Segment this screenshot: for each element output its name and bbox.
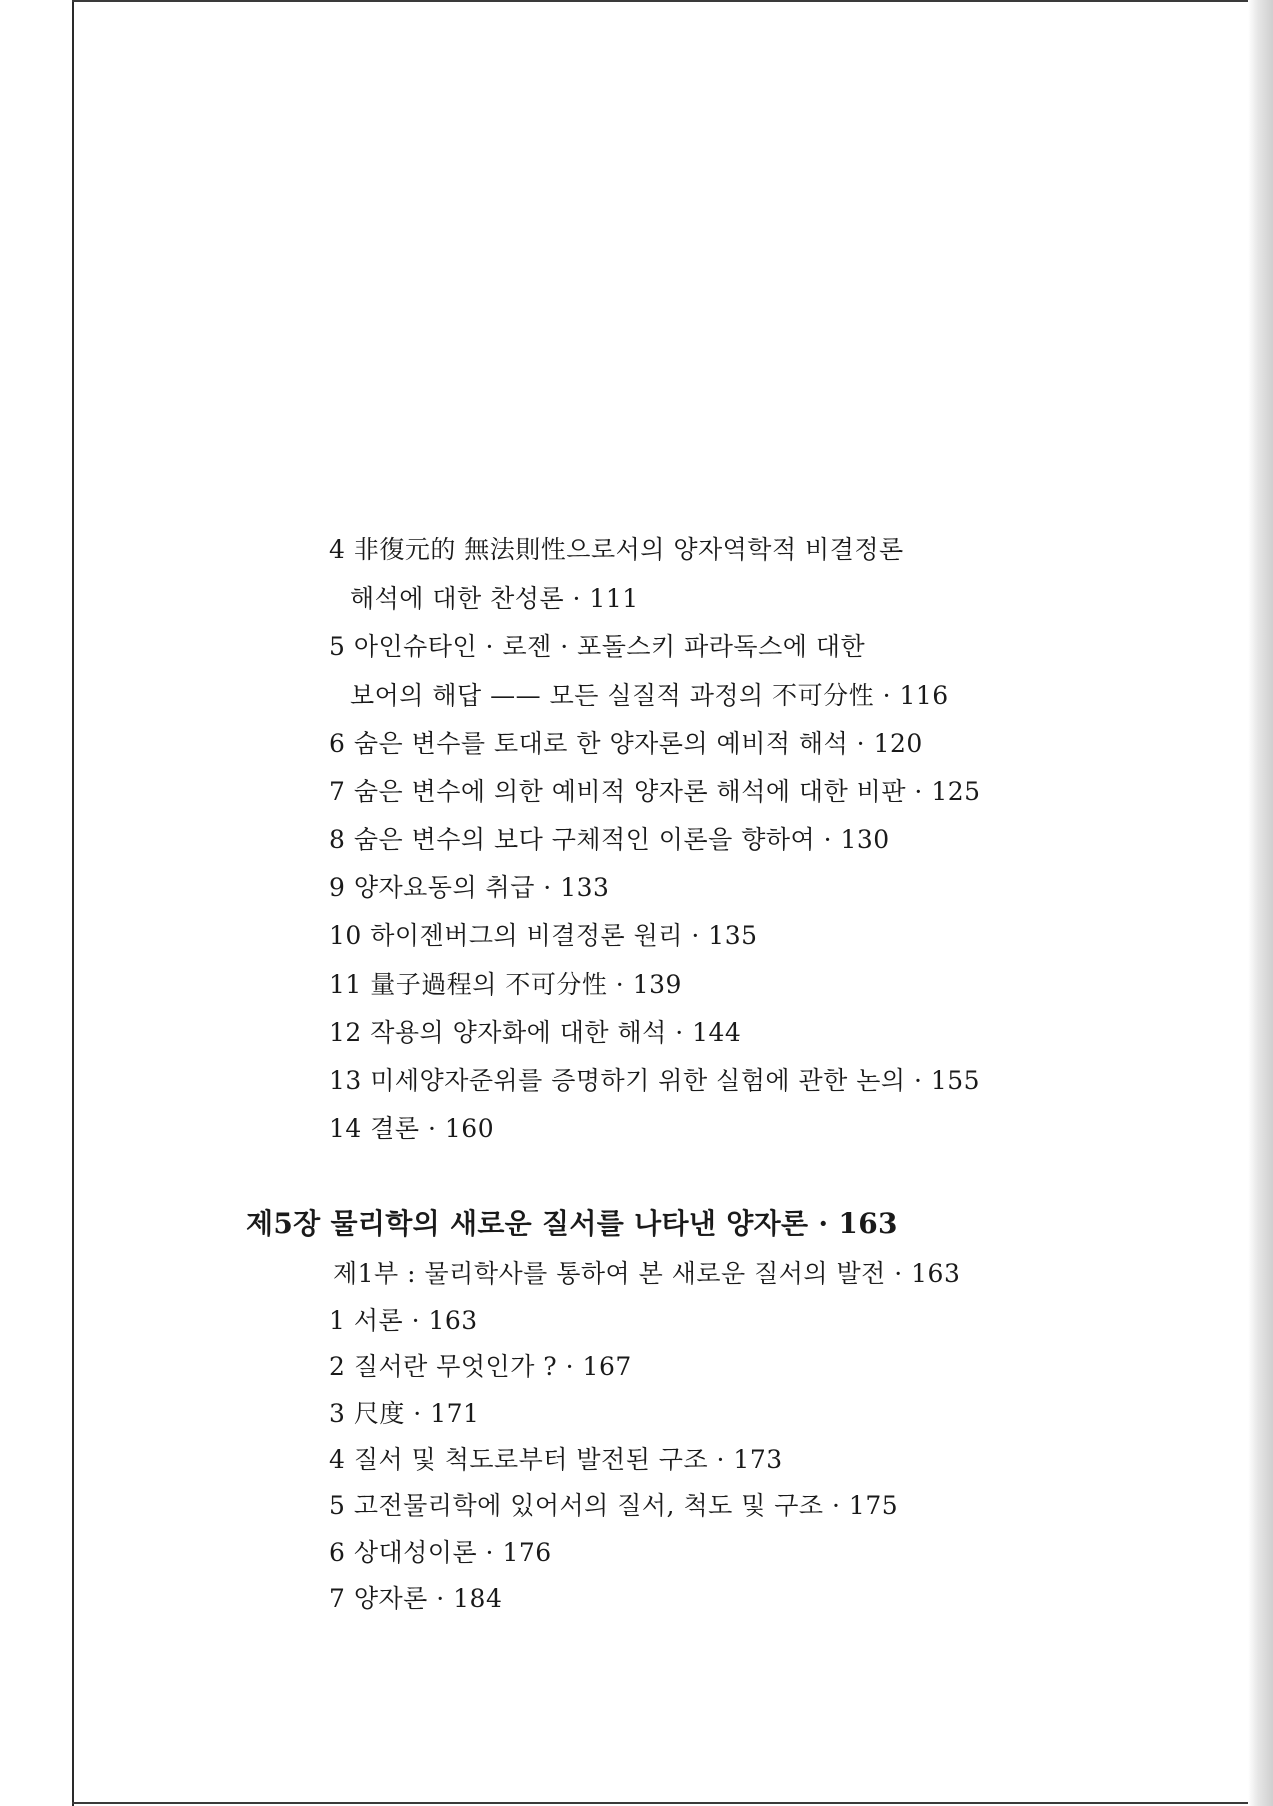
toc-entry-continuation: 보어의 해답 —— 모든 실질적 과정의 不可分性 · 116: [350, 681, 949, 710]
toc-entry: 13 미세양자준위를 증명하기 위한 실험에 관한 논의 · 155: [329, 1066, 981, 1095]
toc-entry: 12 작용의 양자화에 대한 해석 · 144: [329, 1018, 742, 1047]
toc-entry: 6 상대성이론 · 176: [329, 1538, 552, 1567]
part-heading: 제1부 : 물리학사를 통하여 본 새로운 질서의 발전 · 163: [333, 1259, 961, 1288]
toc-entry-continuation: 해석에 대한 찬성론 · 111: [350, 584, 639, 613]
toc-entry: 2 질서란 무엇인가 ? · 167: [329, 1352, 632, 1381]
toc-entry: 4 非復元的 無法則性으로서의 양자역학적 비결정론: [329, 535, 904, 564]
toc-entry: 1 서론 · 163: [329, 1306, 478, 1335]
toc-entry: 10 하이젠버그의 비결정론 원리 · 135: [329, 921, 758, 950]
toc-entry: 5 고전물리학에 있어서의 질서, 척도 및 구조 · 175: [329, 1491, 899, 1520]
toc-entry: 3 尺度 · 171: [329, 1399, 480, 1428]
toc-entry: 5 아인슈타인 · 로젠 · 포돌스키 파라독스에 대한: [329, 632, 866, 661]
toc-entry: 11 量子過程의 不可分性 · 139: [329, 970, 682, 999]
toc-entry: 9 양자요동의 취급 · 133: [329, 873, 610, 902]
toc-entry: 6 숨은 변수를 토대로 한 양자론의 예비적 해석 · 120: [329, 729, 923, 758]
toc-entry: 7 양자론 · 184: [329, 1584, 503, 1613]
toc-entry: 8 숨은 변수의 보다 구체적인 이론을 향하여 · 130: [329, 825, 890, 854]
toc-entry: 7 숨은 변수에 의한 예비적 양자론 해석에 대한 비판 · 125: [329, 777, 981, 806]
chapter-heading: 제5장 물리학의 새로운 질서를 나타낸 양자론 · 163: [246, 1207, 898, 1240]
toc-entry: 14 결론 · 160: [329, 1114, 495, 1143]
toc-entry: 4 질서 및 척도로부터 발전된 구조 · 173: [329, 1445, 783, 1474]
